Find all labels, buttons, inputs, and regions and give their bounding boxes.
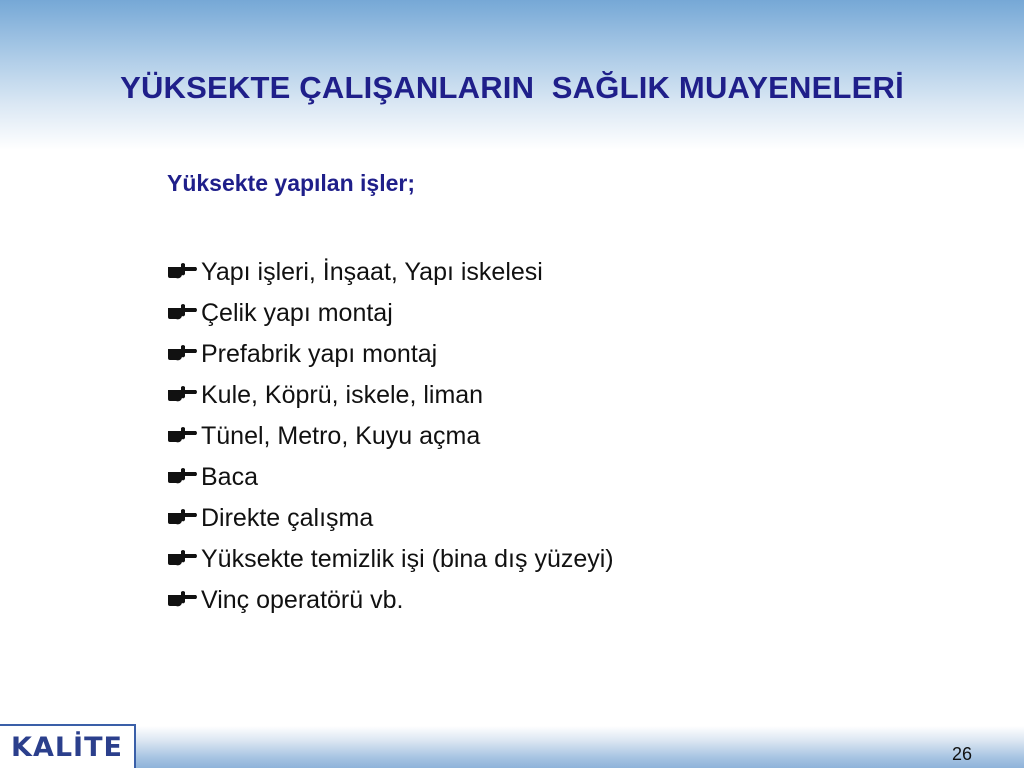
list-item: [167, 293, 614, 334]
list-item-label: Yüksekte temizlik işi (bina dış yüzeyi): [201, 545, 614, 573]
list-item: [167, 334, 614, 375]
logo-text: KALİTE: [11, 731, 123, 763]
list-item: [167, 252, 614, 293]
hand-pointing-right-icon: [167, 259, 198, 279]
list-item: [167, 498, 614, 539]
list-item-label: Vinç operatörü vb.: [201, 586, 404, 614]
hand-pointing-right-icon: [167, 423, 198, 443]
company-logo: [0, 724, 136, 768]
list-item: [167, 457, 614, 498]
list-item: [167, 580, 614, 621]
hand-pointing-right-icon: [167, 464, 198, 484]
list-item-label: Baca: [201, 463, 258, 491]
list-item-label: Çelik yapı montaj: [201, 299, 393, 327]
hand-pointing-right-icon: [167, 587, 198, 607]
hand-pointing-right-icon: [167, 505, 198, 525]
slide-title: YÜKSEKTE ÇALIŞANLARIN SAĞLIK MUAYENELERİ: [120, 70, 904, 105]
list-item-label: Direkte çalışma: [201, 504, 374, 532]
bullet-list: [167, 252, 614, 621]
hand-pointing-right-icon: [167, 341, 198, 361]
list-item-label: Yapı işleri, İnşaat, Yapı iskelesi: [201, 258, 543, 286]
hand-pointing-right-icon: [167, 382, 198, 402]
list-item: [167, 539, 614, 580]
slide-subtitle: Yüksekte yapılan işler;: [167, 170, 416, 196]
hand-pointing-right-icon: [167, 300, 198, 320]
list-item-label: Tünel, Metro, Kuyu açma: [201, 422, 481, 450]
list-item: [167, 416, 614, 457]
list-item-label: Kule, Köprü, iskele, liman: [201, 381, 484, 409]
list-item: [167, 375, 614, 416]
page-number: 26: [951, 744, 972, 764]
hand-pointing-right-icon: [167, 546, 198, 566]
footer-gradient-band: [0, 726, 1024, 768]
list-item-label: Prefabrik yapı montaj: [201, 340, 438, 368]
